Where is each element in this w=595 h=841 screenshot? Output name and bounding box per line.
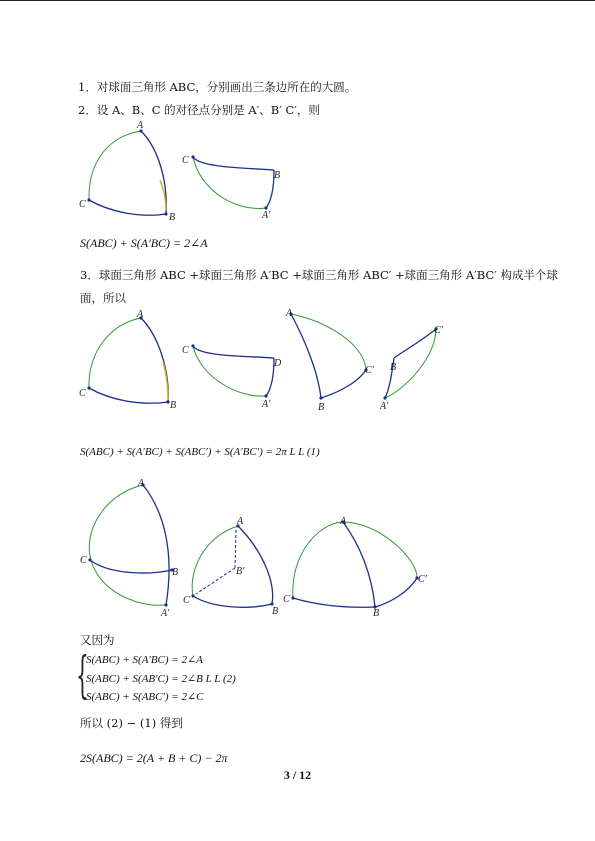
item-1-text: 1．对球面三角形 ABC，分别画出三条边所在的大圆。 [78, 80, 357, 94]
label-B-8: B [272, 606, 279, 617]
figure-4-apbc [182, 344, 282, 410]
label-C-2: C [182, 155, 189, 166]
label-A-5: A [286, 308, 293, 319]
label-Cp-9: C′ [418, 574, 427, 585]
again-text: 又因为 [80, 633, 115, 647]
page-number: 3 / 12 [283, 768, 312, 782]
label-B-5: B [318, 402, 325, 413]
label-B-2: B [274, 170, 281, 181]
figure-8-abc-bp [183, 516, 278, 617]
label-B-7: B [172, 567, 179, 578]
system-eq-3: S(ABC) + S(ABC′) = 2∠C [86, 691, 204, 703]
label-Ap-6: A′ [380, 401, 389, 412]
figure-3-abc [79, 309, 176, 411]
label-C-3: C [79, 388, 86, 399]
label-C-8: C [183, 595, 190, 606]
item-3-text: 3．球面三角形 ABC +球面三角形 A′BC +球面三角形 ABC′ +球面三角形 A′BC′ 构成半个球 [80, 268, 558, 282]
system-eq-2: S(ABC) + S(AB′C) = 2∠B L L (2) [86, 673, 236, 685]
so-text: 所以 (2) − (1) 得到 [80, 716, 183, 730]
label-Cp-5: C′ [365, 365, 374, 376]
label-Ap-7: A′ [161, 608, 170, 619]
figure-2-apbc [182, 155, 280, 221]
label-A-9: A [340, 516, 347, 527]
formula-1: S(ABC) + S(A′BC) = 2∠A [80, 236, 208, 250]
label-A-7: A [138, 478, 145, 489]
figure-9-hemisphere [283, 516, 428, 619]
item-3-text-cont: 面，所以 [80, 291, 126, 305]
label-D-4: D [274, 358, 282, 369]
label-A: A [137, 120, 144, 131]
figure-1-abc [79, 120, 175, 223]
label-C-7: C [80, 555, 87, 566]
label-C-9: C [283, 594, 290, 605]
label-Ap-4: A′ [262, 399, 271, 410]
system-eq-1: S(ABC) + S(A′BC) = 2∠A [86, 654, 203, 666]
formula-2: S(ABC) + S(A′BC) + S(ABC′) + S(A′BC′) = 2π L L (1) [80, 446, 320, 458]
label-Ap-2: A′ [262, 210, 271, 221]
figure-7-hemisphere-abc [80, 478, 178, 619]
label-B: B [169, 212, 176, 223]
figure-5-abcp [285, 308, 375, 413]
label-Cp-6: C′ [434, 325, 443, 336]
system-brace: { [76, 646, 89, 704]
label-Bp-8: B′ [236, 566, 245, 577]
label-B-9: B [373, 608, 380, 619]
item-2-text: 2．设 A、B、C 的对径点分别是 A′、B′ C′，则 [78, 103, 320, 117]
label-A-8: A [237, 516, 244, 527]
label-C: C [79, 199, 86, 210]
label-B-3: B [170, 400, 177, 411]
label-B-6: B [390, 362, 397, 373]
final-formula: 2S(ABC) = 2(A + B + C) − 2π [80, 751, 228, 765]
label-C-4: C [182, 345, 189, 356]
label-A-3: A [137, 309, 144, 320]
figure-6-apbcp [379, 325, 444, 412]
